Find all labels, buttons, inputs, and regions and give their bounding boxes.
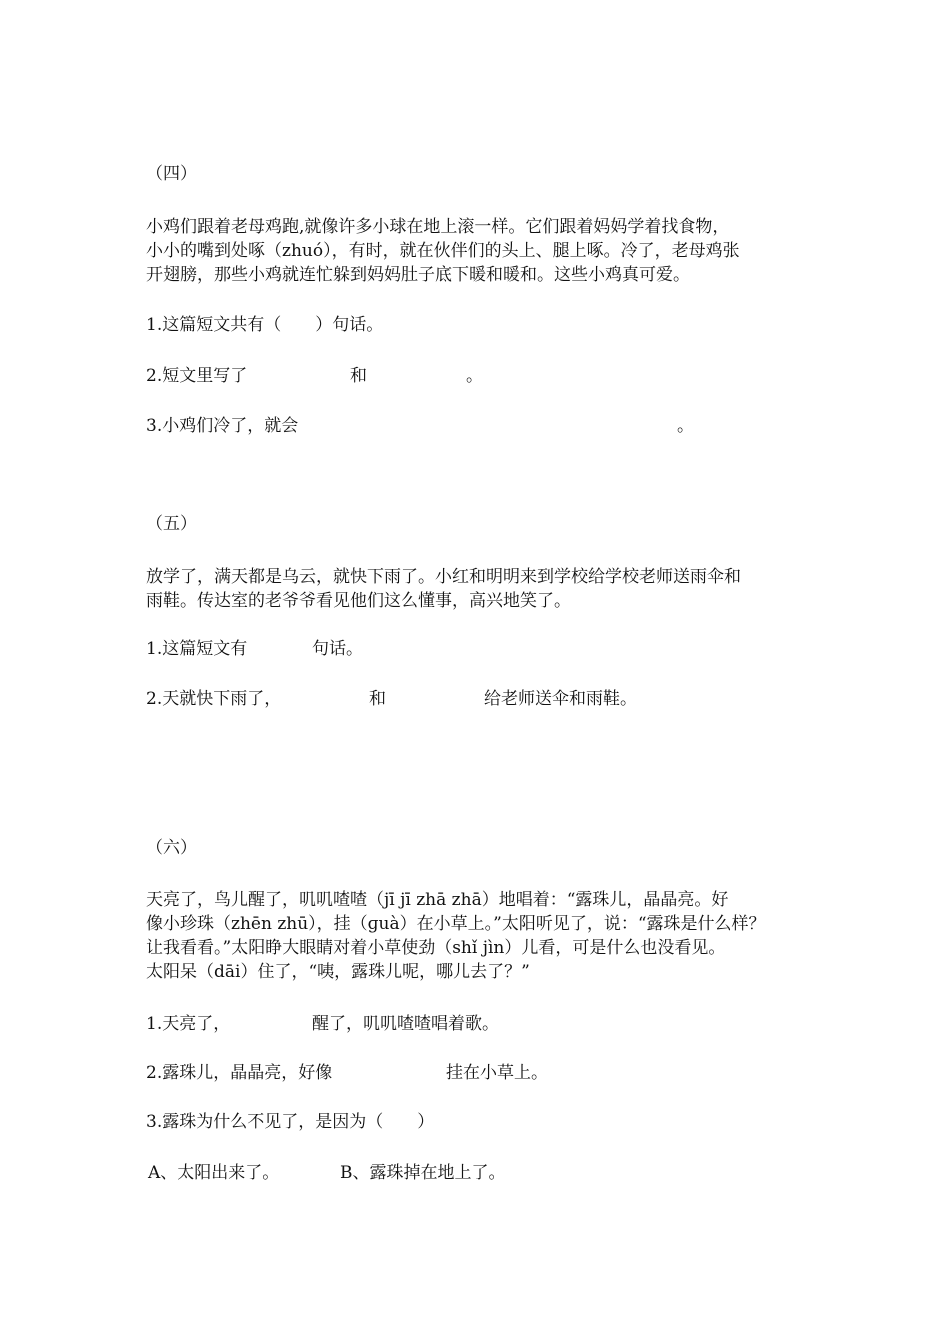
- section-4-passage: [146, 215, 816, 287]
- section-4-question-2-part-b: 和: [350, 366, 367, 386]
- passage-line: 太阳呆（dāi）住了，“咦，露珠儿呢，哪儿去了？”: [146, 962, 530, 982]
- section-6-option-a: A、太阳出来了。: [148, 1163, 280, 1183]
- section-5-question-2-part-a: 2.天就快下雨了，: [146, 689, 282, 709]
- section-6-passage: [146, 888, 816, 984]
- passage-line: 开翅膀，那些小鸡就连忙躲到妈妈肚子底下暖和暖和。这些小鸡真可爱。: [146, 265, 690, 285]
- section-4-question-3-part-a: 3.小鸡们冷了，就会: [146, 416, 299, 436]
- section-6-option-b: B、露珠掉在地上了。: [340, 1163, 506, 1183]
- section-5-question-1-part-a: 1.这篇短文有: [146, 639, 248, 659]
- passage-line: 小小的嘴到处啄（zhuó），有时，就在伙伴们的头上、腿上啄。冷了，老母鸡张: [146, 241, 740, 261]
- section-4-heading: （四）: [146, 164, 197, 184]
- section-6-question-3: 3.露珠为什么不见了，是因为（ ）: [146, 1112, 435, 1132]
- passage-line: 雨鞋。传达室的老爷爷看见他们这么懂事，高兴地笑了。: [146, 591, 571, 611]
- section-4-question-2-part-a: 2.短文里写了: [146, 366, 248, 386]
- passage-line: 天亮了，鸟儿醒了，叽叽喳喳（jī jī zhā zhā）地唱着：“露珠儿，晶晶亮。好: [146, 890, 729, 910]
- section-4-question-3-part-b: 。: [677, 416, 694, 436]
- section-5-question-1-part-b: 句话。: [312, 639, 363, 659]
- section-6-heading: （六）: [146, 838, 197, 858]
- section-4-question-1: 1.这篇短文共有（ ）句话。: [146, 315, 384, 335]
- section-5-passage: [146, 565, 816, 613]
- passage-line: 像小珍珠（zhēn zhū），挂（ɡuà）在小草上。”太阳听见了，说：“露珠是什么样？: [146, 914, 766, 934]
- passage-line: 放学了，满天都是乌云，就快下雨了。小红和明明来到学校给学校老师送雨伞和: [146, 567, 741, 587]
- section-5-heading: （五）: [146, 514, 197, 534]
- section-5-question-2-part-c: 给老师送伞和雨鞋。: [484, 689, 637, 709]
- section-6-question-1-part-a: 1.天亮了，: [146, 1014, 231, 1034]
- section-5-question-2-part-b: 和: [369, 689, 386, 709]
- section-4-question-2-part-c: 。: [466, 366, 483, 386]
- section-6-question-2-part-b: 挂在小草上。: [446, 1063, 548, 1083]
- passage-line: 让我看看。”太阳睁大眼睛对着小草使劲（shǐ jìn）儿看，可是什么也没看见。: [146, 938, 726, 958]
- section-6-question-1-part-b: 醒了，叽叽喳喳唱着歌。: [312, 1014, 499, 1034]
- section-6-question-2-part-a: 2.露珠儿，晶晶亮，好像: [146, 1063, 333, 1083]
- passage-line: 小鸡们跟着老母鸡跑,就像许多小球在地上滚一样。它们跟着妈妈学着找食物，: [146, 217, 730, 237]
